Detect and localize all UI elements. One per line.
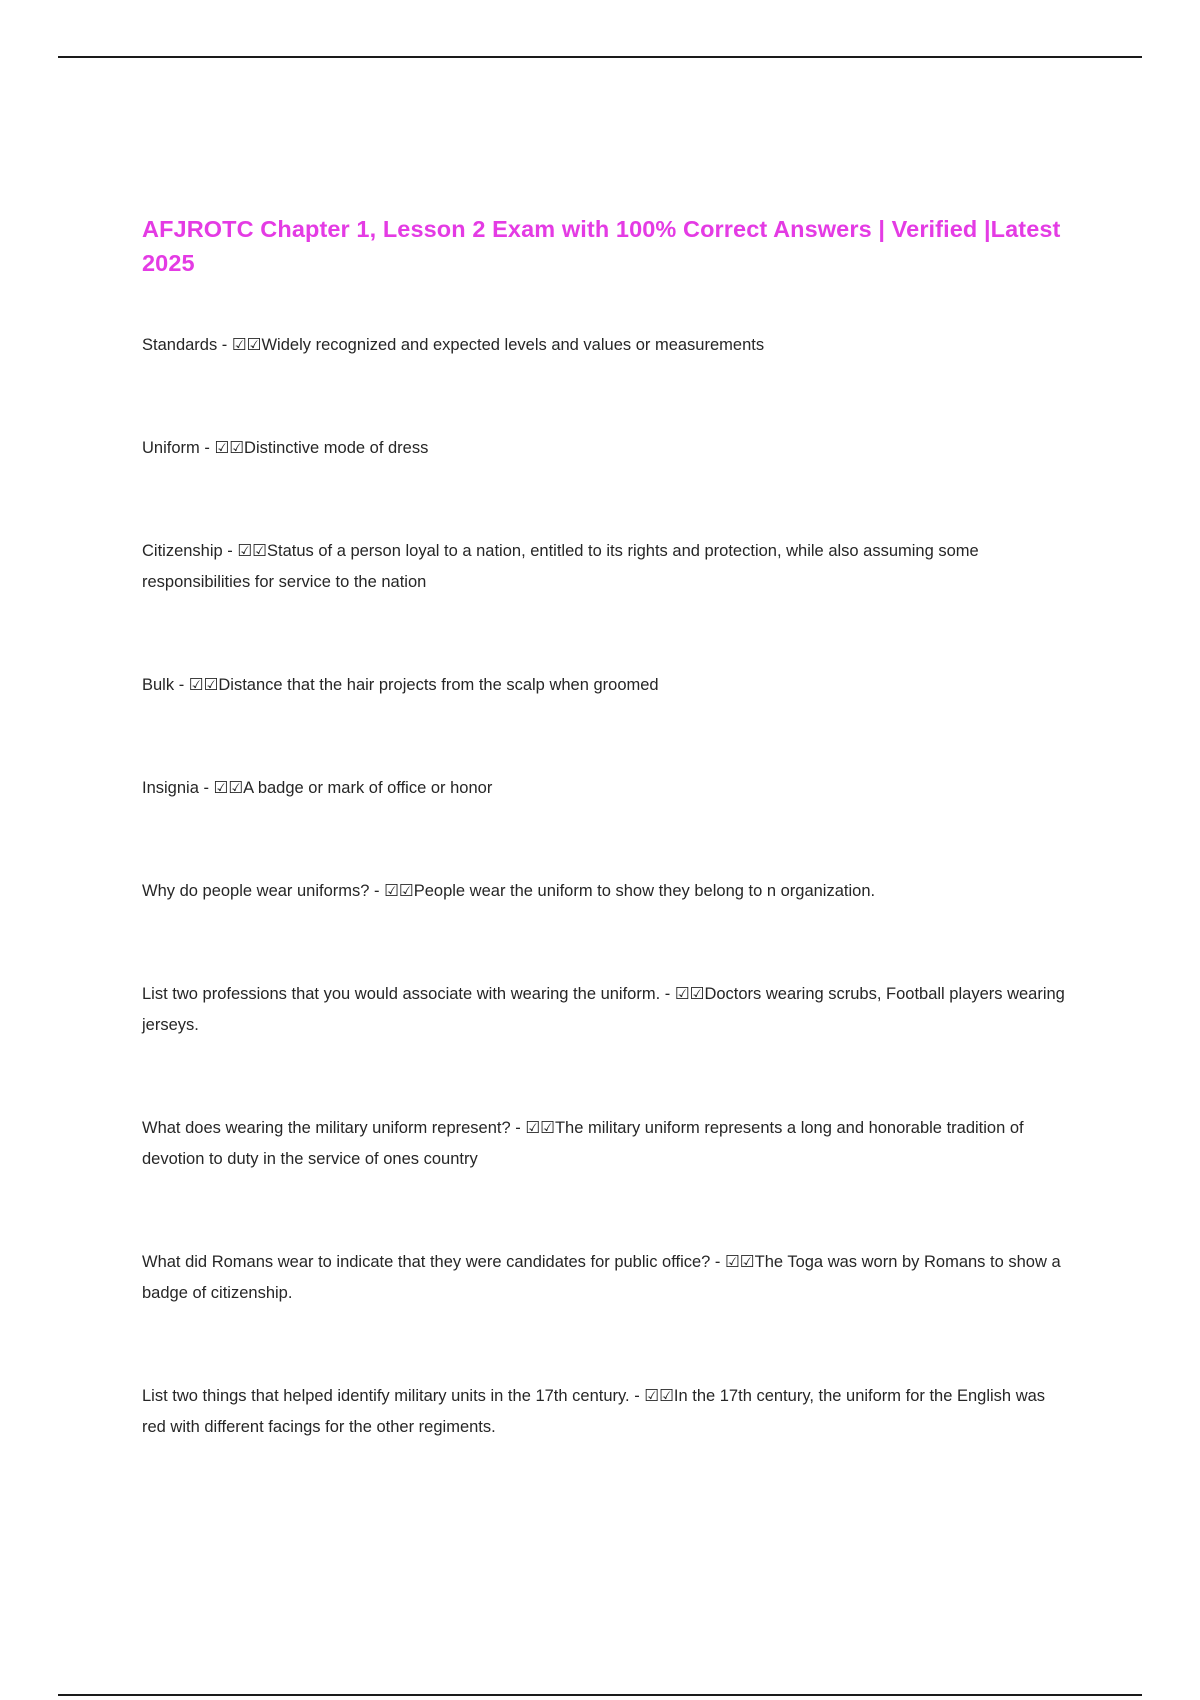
qa-item-why-uniforms bbox=[142, 876, 1072, 907]
qa-answer: Widely recognized and expected levels and values or measurements bbox=[261, 336, 765, 354]
qa-item-17th-century bbox=[142, 1381, 1072, 1443]
header-rule bbox=[58, 56, 1142, 58]
qa-item-military-uniform bbox=[142, 1113, 1072, 1175]
qa-separator: - bbox=[199, 439, 215, 457]
check-marks-icon: ☑☑ bbox=[525, 1119, 555, 1137]
qa-item-uniform bbox=[142, 433, 1072, 464]
qa-item-bulk bbox=[142, 670, 1072, 701]
check-marks-icon: ☑☑ bbox=[188, 676, 219, 694]
qa-term: List two things that helped identify military units in the 17th century. bbox=[142, 1387, 630, 1405]
qa-separator: - bbox=[174, 676, 189, 694]
qa-separator: - bbox=[198, 779, 214, 797]
document-body bbox=[142, 212, 1072, 1443]
check-marks-icon: ☑☑ bbox=[384, 882, 414, 900]
qa-item-citizenship bbox=[142, 536, 1072, 598]
qa-term: Citizenship bbox=[142, 542, 223, 560]
check-marks-icon: ☑☑ bbox=[644, 1387, 674, 1405]
qa-term: List two professions that you would associate with wearing the uniform. bbox=[142, 985, 661, 1003]
qa-term: Standards bbox=[142, 336, 218, 354]
qa-separator: - bbox=[222, 542, 238, 560]
qa-term: Uniform bbox=[142, 439, 200, 457]
qa-answer: The Toga was worn by Romans to show a badge of citizenship. bbox=[142, 1253, 1061, 1302]
check-marks-icon: ☑☑ bbox=[231, 336, 262, 354]
qa-answer: Doctors wearing scrubs, Football players wearing jerseys. bbox=[142, 985, 1065, 1034]
check-marks-icon: ☑☑ bbox=[725, 1253, 755, 1271]
qa-item-professions bbox=[142, 979, 1072, 1041]
qa-list bbox=[142, 330, 1072, 1443]
qa-term: What did Romans wear to indicate that they were candidates for public office? bbox=[142, 1253, 711, 1271]
qa-separator: - bbox=[629, 1387, 645, 1405]
qa-answer: A badge or mark of office or honor bbox=[243, 779, 493, 797]
qa-answer: Distinctive mode of dress bbox=[244, 439, 429, 457]
qa-separator: - bbox=[510, 1119, 526, 1137]
qa-answer: Distance that the hair projects from the scalp when groomed bbox=[218, 676, 659, 694]
qa-item-romans bbox=[142, 1247, 1072, 1309]
check-marks-icon: ☑☑ bbox=[213, 779, 244, 797]
qa-answer: The military uniform represents a long and honorable tradition of devotion to duty in the service of ones country bbox=[142, 1119, 1024, 1168]
qa-separator: - bbox=[217, 336, 232, 354]
qa-term: Insignia bbox=[142, 779, 199, 797]
qa-item-standards bbox=[142, 330, 1072, 361]
qa-answer: People wear the uniform to show they belong to n organization. bbox=[413, 882, 876, 900]
check-marks-icon: ☑☑ bbox=[214, 439, 245, 457]
qa-term: What does wearing the military uniform represent? bbox=[142, 1119, 511, 1137]
qa-separator: - bbox=[710, 1253, 726, 1271]
check-marks-icon: ☑☑ bbox=[674, 985, 705, 1003]
qa-separator: - bbox=[660, 985, 675, 1003]
qa-separator: - bbox=[369, 882, 385, 900]
qa-answer: Status of a person loyal to a nation, entitled to its rights and protection, while also assuming some responsibilities for service to the nation bbox=[142, 542, 979, 591]
qa-answer: In the 17th century, the uniform for the English was red with different facings for the other regiments. bbox=[142, 1387, 1046, 1436]
check-marks-icon: ☑☑ bbox=[237, 542, 267, 560]
qa-term: Why do people wear uniforms? bbox=[142, 882, 370, 900]
qa-term: Bulk bbox=[142, 676, 175, 694]
document-title: AFJROTC Chapter 1, Lesson 2 Exam with 100% Correct Answers | Verified |Latest 2025 bbox=[142, 216, 1061, 276]
footer-rule bbox=[58, 1694, 1142, 1696]
qa-item-insignia bbox=[142, 773, 1072, 804]
